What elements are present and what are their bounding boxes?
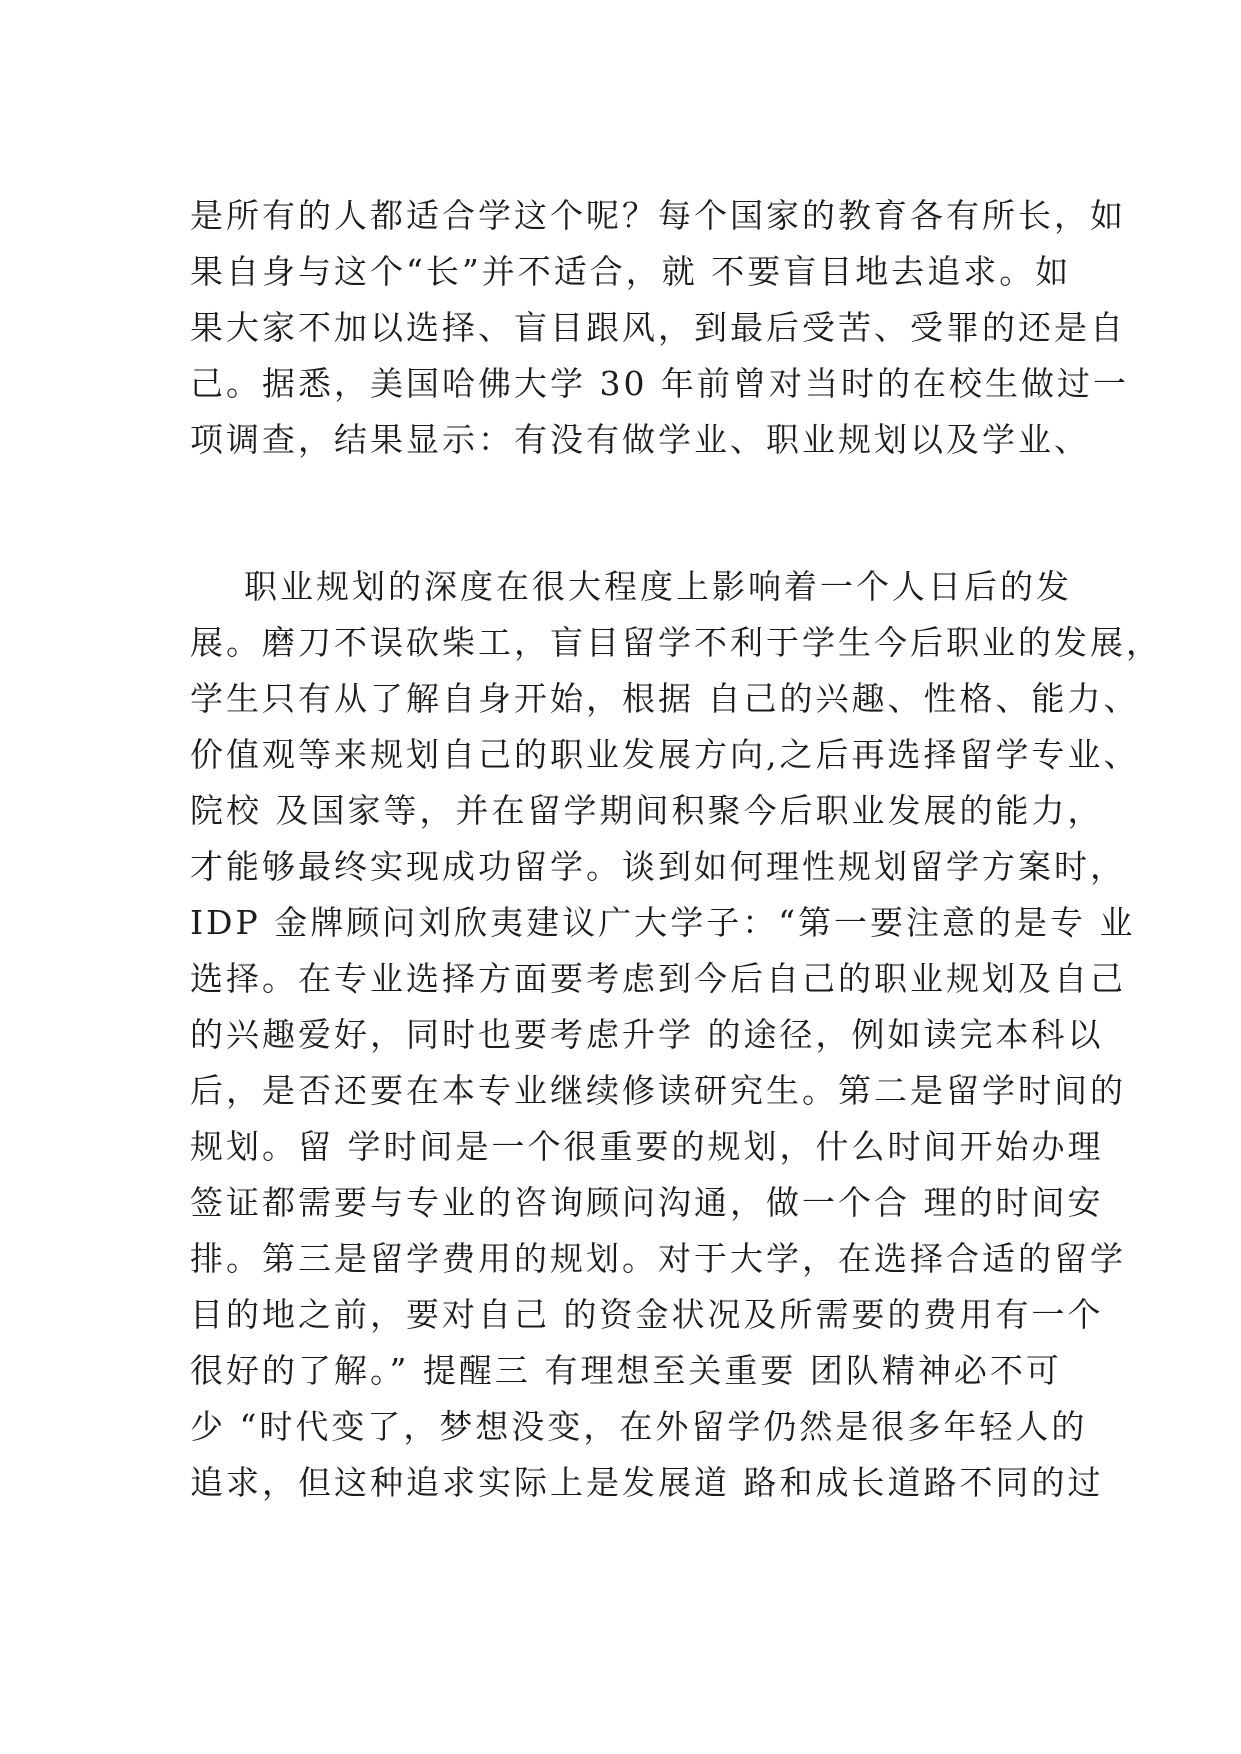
text-line: 很好的了解。” 提醒三 有理想至关重要 团队精神必不可 — [190, 1351, 1062, 1390]
text-line: 的兴趣爱好，同时也要考虑升学 的途径，例如读完本科以 — [190, 1015, 1104, 1054]
text-line: 选择。在专业选择方面要考虑到今后自己的职业规划及自己 — [190, 959, 1126, 998]
text-line: 排。第三是留学费用的规划。对于大学，在选择合适的留学 — [190, 1239, 1126, 1278]
text-line: 是所有的人都适合学这个呢？每个国家的教育各有所长，如 — [190, 196, 1126, 235]
text-line: 签证都需要与专业的咨询顾问沟通，做一个合 理的时间安 — [190, 1183, 1104, 1222]
text-line: IDP 金牌顾问刘欣夷建议广大学子：“第一要注意的是专 业 — [190, 903, 1136, 942]
text-line: 少 “时代变了，梦想没变，在外留学仍然是很多年轻人的 — [190, 1407, 1088, 1446]
text-line: 价值观等来规划自己的职业发展方向,之后再选择留学专业、 — [190, 735, 1140, 774]
text-line: 院校 及国家等，并在留学期间积聚今后职业发展的能力， — [190, 791, 1104, 830]
text-line: 目的地之前，要对自己 的资金状况及所需要的费用有一个 — [190, 1295, 1104, 1334]
text-line: 己。据悉，美国哈佛大学 30 年前曾对当时的在校生做过一 — [190, 364, 1129, 403]
text-line: 展。磨刀不误砍柴工，盲目留学不利于学生今后职业的发展， — [190, 623, 1162, 662]
text-line: 追求，但这种追求实际上是发展道 路和成长道路不同的过 — [190, 1463, 1104, 1502]
text-line: 学生只有从了解自身开始，根据 自己的兴趣、性格、能力、 — [190, 679, 1140, 718]
text-line: 果自身与这个“长”并不适合，就 不要盲目地去追求。如 — [190, 252, 1072, 291]
text-line: 果大家不加以选择、盲目跟风，到最后受苦、受罪的还是自 — [190, 308, 1126, 347]
text-line: 项调查，结果显示：有没有做学业、职业规划以及学业、 — [190, 420, 1090, 459]
text-line: 规划。留 学时间是一个很重要的规划，什么时间开始办理 — [190, 1127, 1104, 1166]
text-line: 后，是否还要在本专业继续修读研究生。第二是留学时间的 — [190, 1071, 1126, 1110]
text-line: 才能够最终实现成功留学。谈到如何理性规划留学方案时， — [190, 847, 1126, 886]
text-line: 职业规划的深度在很大程度上影响着一个人日后的发 — [190, 567, 1072, 606]
